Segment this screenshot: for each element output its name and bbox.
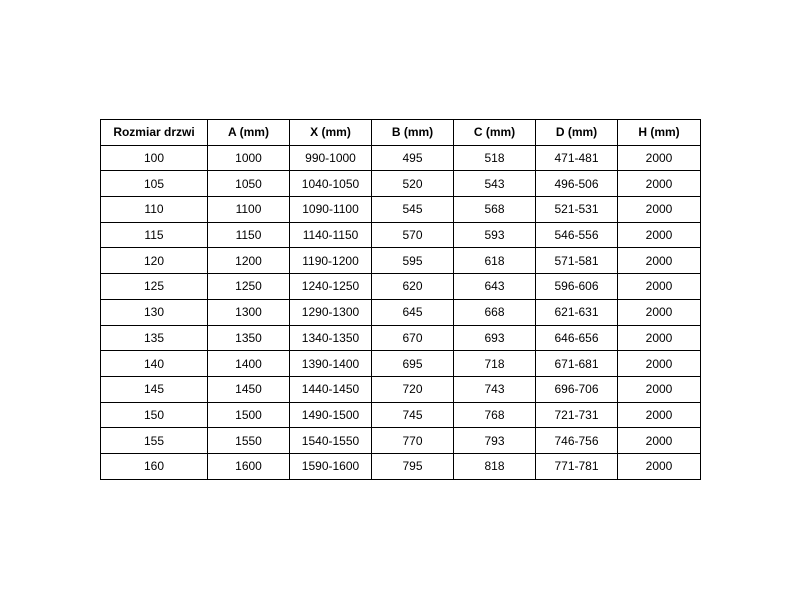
- b-mm-cell: 595: [372, 248, 454, 274]
- table-row: [101, 145, 701, 171]
- header-c-mm: C (mm): [454, 120, 536, 146]
- d-mm-cell: 571-581: [536, 248, 618, 274]
- d-mm-cell: 596-606: [536, 274, 618, 300]
- c-mm-cell: 518: [454, 145, 536, 171]
- header-x-mm: X (mm): [290, 120, 372, 146]
- a-mm-cell: 1000: [208, 145, 290, 171]
- x-mm-cell: 1040-1050: [290, 171, 372, 197]
- b-mm-cell: 570: [372, 222, 454, 248]
- door-size-cell: 140: [101, 351, 208, 377]
- x-mm-cell: 1490-1500: [290, 402, 372, 428]
- b-mm-cell: 495: [372, 145, 454, 171]
- b-mm-cell: 545: [372, 197, 454, 223]
- b-mm-cell: 745: [372, 402, 454, 428]
- d-mm-cell: 621-631: [536, 299, 618, 325]
- d-mm-cell: 496-506: [536, 171, 618, 197]
- b-mm-cell: 620: [372, 274, 454, 300]
- table-row: [101, 453, 701, 479]
- h-mm-cell: 2000: [618, 248, 701, 274]
- table-header: [101, 120, 701, 146]
- x-mm-cell: 1240-1250: [290, 274, 372, 300]
- x-mm-cell: 1190-1200: [290, 248, 372, 274]
- a-mm-cell: 1100: [208, 197, 290, 223]
- b-mm-cell: 770: [372, 428, 454, 454]
- c-mm-cell: 593: [454, 222, 536, 248]
- header-d-mm: D (mm): [536, 120, 618, 146]
- h-mm-cell: 2000: [618, 402, 701, 428]
- x-mm-cell: 1590-1600: [290, 453, 372, 479]
- a-mm-cell: 1250: [208, 274, 290, 300]
- h-mm-cell: 2000: [618, 351, 701, 377]
- d-mm-cell: 696-706: [536, 376, 618, 402]
- x-mm-cell: 1290-1300: [290, 299, 372, 325]
- a-mm-cell: 1500: [208, 402, 290, 428]
- h-mm-cell: 2000: [618, 428, 701, 454]
- b-mm-cell: 670: [372, 325, 454, 351]
- a-mm-cell: 1400: [208, 351, 290, 377]
- h-mm-cell: 2000: [618, 453, 701, 479]
- door-size-cell: 110: [101, 197, 208, 223]
- b-mm-cell: 520: [372, 171, 454, 197]
- h-mm-cell: 2000: [618, 299, 701, 325]
- table-row: [101, 428, 701, 454]
- table-row: [101, 222, 701, 248]
- x-mm-cell: 1390-1400: [290, 351, 372, 377]
- table-row: [101, 351, 701, 377]
- b-mm-cell: 695: [372, 351, 454, 377]
- a-mm-cell: 1150: [208, 222, 290, 248]
- table-row: [101, 197, 701, 223]
- c-mm-cell: 543: [454, 171, 536, 197]
- h-mm-cell: 2000: [618, 376, 701, 402]
- door-size-cell: 125: [101, 274, 208, 300]
- d-mm-cell: 471-481: [536, 145, 618, 171]
- a-mm-cell: 1200: [208, 248, 290, 274]
- x-mm-cell: 1340-1350: [290, 325, 372, 351]
- header-b-mm: B (mm): [372, 120, 454, 146]
- d-mm-cell: 721-731: [536, 402, 618, 428]
- h-mm-cell: 2000: [618, 274, 701, 300]
- door-size-cell: 130: [101, 299, 208, 325]
- c-mm-cell: 793: [454, 428, 536, 454]
- a-mm-cell: 1550: [208, 428, 290, 454]
- h-mm-cell: 2000: [618, 171, 701, 197]
- x-mm-cell: 1140-1150: [290, 222, 372, 248]
- b-mm-cell: 795: [372, 453, 454, 479]
- c-mm-cell: 718: [454, 351, 536, 377]
- h-mm-cell: 2000: [618, 325, 701, 351]
- table-row: [101, 171, 701, 197]
- door-size-cell: 105: [101, 171, 208, 197]
- table-row: [101, 325, 701, 351]
- h-mm-cell: 2000: [618, 145, 701, 171]
- table-body: [101, 145, 701, 479]
- h-mm-cell: 2000: [618, 197, 701, 223]
- c-mm-cell: 693: [454, 325, 536, 351]
- table-row: [101, 248, 701, 274]
- header-door-size: Rozmiar drzwi: [101, 120, 208, 146]
- a-mm-cell: 1450: [208, 376, 290, 402]
- door-size-cell: 135: [101, 325, 208, 351]
- d-mm-cell: 521-531: [536, 197, 618, 223]
- table-row: [101, 402, 701, 428]
- b-mm-cell: 720: [372, 376, 454, 402]
- c-mm-cell: 818: [454, 453, 536, 479]
- table-row: [101, 274, 701, 300]
- a-mm-cell: 1350: [208, 325, 290, 351]
- door-size-cell: 150: [101, 402, 208, 428]
- header-a-mm: A (mm): [208, 120, 290, 146]
- door-size-cell: 100: [101, 145, 208, 171]
- d-mm-cell: 546-556: [536, 222, 618, 248]
- h-mm-cell: 2000: [618, 222, 701, 248]
- c-mm-cell: 743: [454, 376, 536, 402]
- door-size-cell: 155: [101, 428, 208, 454]
- a-mm-cell: 1300: [208, 299, 290, 325]
- d-mm-cell: 746-756: [536, 428, 618, 454]
- c-mm-cell: 668: [454, 299, 536, 325]
- x-mm-cell: 1440-1450: [290, 376, 372, 402]
- table-row: [101, 376, 701, 402]
- d-mm-cell: 646-656: [536, 325, 618, 351]
- header-h-mm: H (mm): [618, 120, 701, 146]
- b-mm-cell: 645: [372, 299, 454, 325]
- c-mm-cell: 568: [454, 197, 536, 223]
- d-mm-cell: 771-781: [536, 453, 618, 479]
- a-mm-cell: 1050: [208, 171, 290, 197]
- door-size-cell: 160: [101, 453, 208, 479]
- door-size-cell: 145: [101, 376, 208, 402]
- header-row: [101, 120, 701, 146]
- x-mm-cell: 990-1000: [290, 145, 372, 171]
- a-mm-cell: 1600: [208, 453, 290, 479]
- table-row: [101, 299, 701, 325]
- c-mm-cell: 643: [454, 274, 536, 300]
- door-size-cell: 120: [101, 248, 208, 274]
- x-mm-cell: 1090-1100: [290, 197, 372, 223]
- dimensions-table: [100, 119, 701, 480]
- d-mm-cell: 671-681: [536, 351, 618, 377]
- c-mm-cell: 618: [454, 248, 536, 274]
- c-mm-cell: 768: [454, 402, 536, 428]
- door-size-cell: 115: [101, 222, 208, 248]
- x-mm-cell: 1540-1550: [290, 428, 372, 454]
